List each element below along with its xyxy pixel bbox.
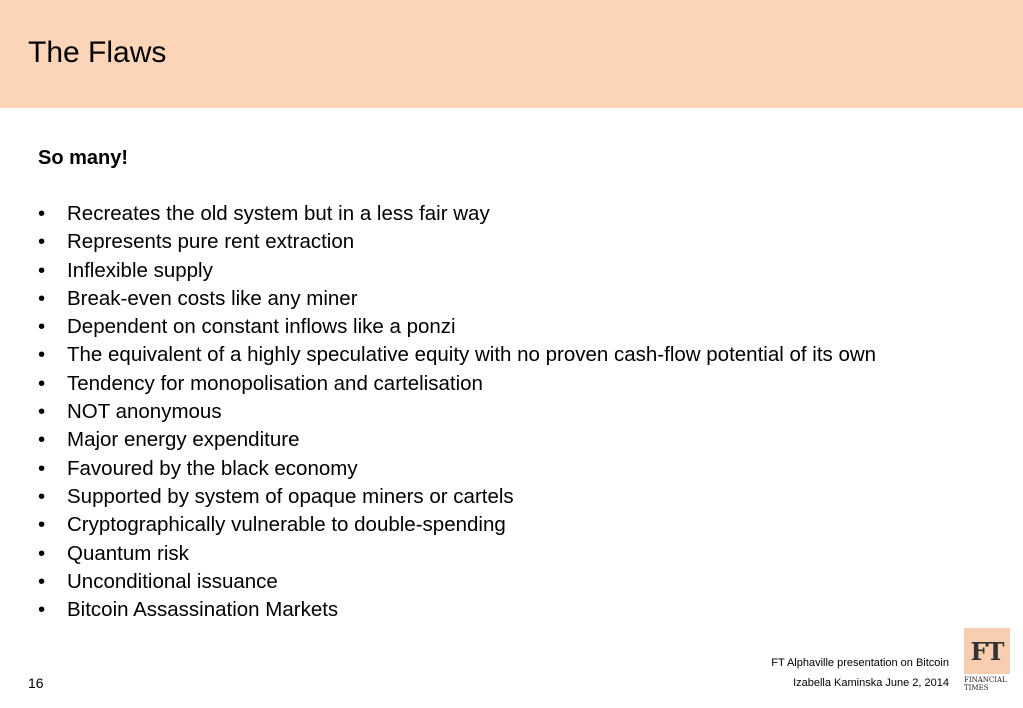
ft-logo-wordmark — [964, 676, 1014, 692]
bullet-dot: • — [38, 598, 46, 622]
bullet-item — [38, 257, 968, 285]
bullet-dot: • — [38, 428, 46, 452]
footer-presentation-title: FT Alphaville presentation on Bitcoin — [771, 657, 949, 669]
bullet-list — [38, 200, 968, 624]
bullet-item — [38, 483, 968, 511]
bullet-item — [38, 341, 968, 369]
bullet-text: Unconditional issuance — [67, 569, 278, 593]
slide-title: The Flaws — [28, 36, 167, 69]
bullet-text: Represents pure rent extraction — [67, 230, 355, 254]
page-number: 16 — [28, 675, 44, 691]
bullet-text: Tendency for monopolisation and cartelisation — [67, 371, 483, 395]
bullet-item — [38, 511, 968, 539]
bullet-dot: • — [38, 569, 46, 593]
bullet-item — [38, 228, 968, 256]
slide-subtitle: So many! — [38, 147, 129, 169]
bullet-text: Dependent on constant inflows like a ponzi — [67, 315, 456, 339]
bullet-dot: • — [38, 513, 46, 537]
bullet-dot: • — [38, 230, 46, 254]
bullet-dot: • — [38, 258, 46, 282]
bullet-dot: • — [38, 202, 46, 225]
bullet-text: Quantum risk — [67, 541, 189, 565]
bullet-dot: • — [38, 484, 46, 508]
bullet-text: Bitcoin Assassination Markets — [67, 598, 339, 622]
ft-logo-line1: FINANCIAL — [964, 676, 1007, 684]
bullet-item — [38, 540, 968, 568]
bullet-text: The equivalent of a highly speculative equity with no proven cash-flow potential of its own — [67, 343, 877, 367]
bullet-text: Recreates the old system but in a less fair way — [67, 202, 490, 225]
bullet-text: Supported by system of opaque miners or cartels — [67, 484, 514, 508]
ft-logo-line2: TIMES — [964, 684, 989, 692]
bullet-text: Favoured by the black economy — [67, 456, 358, 480]
bullet-item — [38, 596, 968, 624]
bullet-item — [38, 285, 968, 313]
bullet-dot: • — [38, 315, 46, 339]
bullet-item — [38, 568, 968, 596]
bullet-dot: • — [38, 371, 46, 395]
bullet-item — [38, 370, 968, 398]
bullet-text: Inflexible supply — [67, 258, 213, 282]
slide-header — [0, 0, 1023, 108]
bullet-dot: • — [38, 343, 46, 367]
bullet-item — [38, 426, 968, 454]
bullet-text: NOT anonymous — [67, 400, 222, 424]
bullet-item — [38, 313, 968, 341]
ft-logo — [964, 628, 1010, 674]
bullet-text: Cryptographically vulnerable to double-spending — [67, 513, 506, 537]
bullet-item — [38, 398, 968, 426]
bullet-dot: • — [38, 541, 46, 565]
footer-author-date: Izabella Kaminska June 2, 2014 — [793, 677, 949, 689]
bullet-text: Break-even costs like any miner — [67, 286, 358, 310]
bullet-dot: • — [38, 286, 46, 310]
bullet-dot: • — [38, 456, 46, 480]
bullet-dot: • — [38, 400, 46, 424]
bullet-item — [38, 455, 968, 483]
ft-logo-mark: FT — [970, 636, 1004, 666]
bullet-item — [38, 200, 968, 228]
bullet-text: Major energy expenditure — [67, 428, 300, 452]
